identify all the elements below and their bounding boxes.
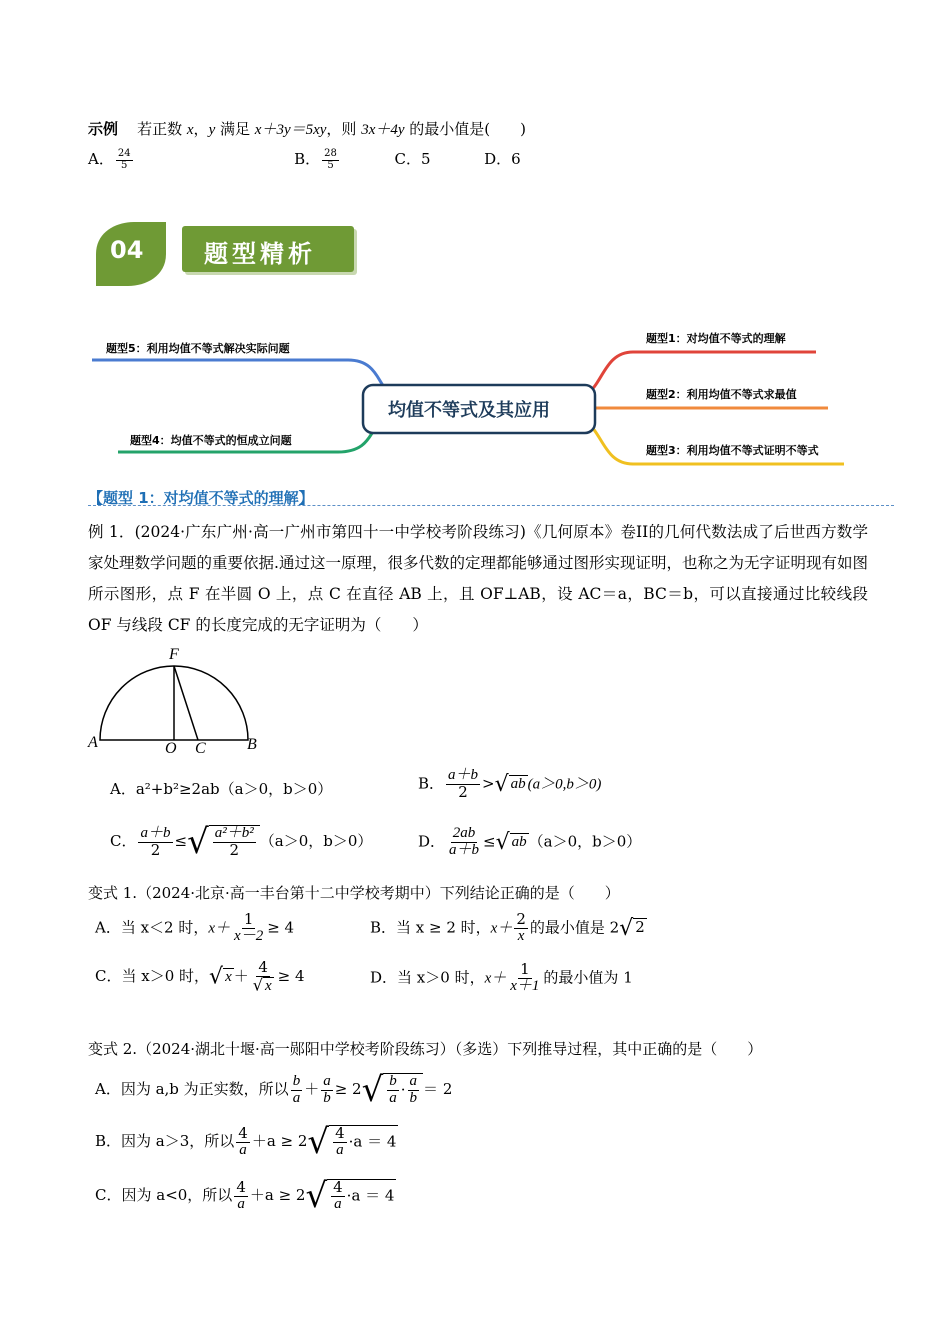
- mindmap-topic-2[interactable]: 题型2：利用均值不等式求最值: [646, 388, 797, 401]
- denominator: 2: [150, 840, 161, 859]
- mindmap-topic-4[interactable]: 题型4：均值不等式的恒成立问题: [130, 434, 292, 447]
- radical-icon: √: [209, 964, 224, 990]
- variant-1-question: 变式 1.（2024·北京·高一丰台第十二中学校考期中）下列结论正确的是（ ）: [88, 884, 620, 902]
- ex1-option-d[interactable]: [418, 826, 641, 859]
- fraction: [234, 1177, 248, 1213]
- expr-part: 的最小值为 1: [543, 968, 633, 987]
- fraction: [408, 1074, 420, 1107]
- fraction: [447, 826, 481, 859]
- option-a[interactable]: [88, 148, 135, 171]
- fraction: [446, 768, 480, 801]
- plus-sign: ＋: [233, 967, 249, 986]
- point-A-label: A: [88, 734, 98, 751]
- ex1-option-a[interactable]: A．a²+b²≥2ab（a＞0，b＞0）: [110, 780, 333, 798]
- condition: x＋3y＝5xy: [254, 122, 327, 138]
- denominator: a: [334, 1195, 342, 1212]
- example-text: 满足: [215, 120, 255, 138]
- denominator: x: [517, 927, 525, 944]
- expr-part: ＋a ≥ 2: [249, 1186, 306, 1204]
- option-b[interactable]: [294, 148, 341, 171]
- expr-part: ≥ 4: [267, 918, 295, 937]
- radical-icon: √: [361, 1070, 384, 1110]
- var1-option-d[interactable]: [370, 962, 633, 995]
- example-1-question: 例 1．(2024·广东广州·高一广州市第四十一中学校考阶段练习)《几何原本》卷II的几何代数法成了后世西方数学家处理数学问题的重要依据.通过这一原理，很多代数的定理都能够通过图形实现证明，也称之为无字证明现有如图所示图形，点 F 在半圆 O 上，点 C 在直径 AB 上，且 OF⊥AB，设 AC＝a，BC＝b，可以直接通过比较线段 OF 与线段 CF 的长度完成的无字证明为（ ）: [88, 523, 868, 634]
- radicand: ab: [511, 834, 527, 851]
- numerator: 2: [516, 910, 526, 928]
- expr-part: ≥ 4: [277, 967, 305, 986]
- example-label: 示例: [88, 120, 119, 138]
- mindmap-topic-5[interactable]: 题型5：利用均值不等式解决实际问题: [106, 342, 290, 355]
- le-sign: ≤: [483, 832, 496, 851]
- numerator: 4: [236, 1177, 246, 1196]
- denominator: a: [237, 1195, 245, 1212]
- option-label: D．: [418, 832, 446, 851]
- option-a-label: A．: [88, 150, 114, 168]
- point-O-label: O: [165, 740, 177, 757]
- fraction: [387, 1074, 399, 1107]
- denominator: a＋b: [449, 841, 480, 858]
- radicand: 2: [635, 918, 645, 937]
- plus-sign: ＋: [304, 1080, 320, 1098]
- numerator: 28: [324, 148, 337, 159]
- numerator: 4: [335, 1123, 345, 1142]
- fraction: [291, 1074, 303, 1107]
- condition: (a＞0,b＞0): [527, 776, 602, 793]
- mindmap-topic-3[interactable]: 题型3：利用均值不等式证明不等式: [646, 444, 819, 457]
- numerator: 1: [243, 910, 254, 928]
- fraction: [514, 912, 528, 945]
- fraction: [138, 826, 172, 859]
- option-text: A．因为 a,b 为正实数，所以: [95, 1080, 289, 1098]
- variant-2-question: 变式 2.（2024·湖北十堰·高一郧阳中学校考阶段练习）（多选）下列推导过程，其中正确的是（ ）: [88, 1040, 763, 1058]
- numerator: 2ab: [452, 825, 476, 841]
- denominator: a: [239, 1141, 247, 1158]
- denominator: a: [292, 1089, 301, 1106]
- expr-part: ≥ 2: [334, 1080, 362, 1098]
- denominator: b: [323, 1089, 331, 1106]
- gt-sign: >: [482, 774, 495, 793]
- ex1-option-c[interactable]: [110, 822, 372, 862]
- numerator: b: [292, 1072, 301, 1089]
- radicand: [327, 1179, 396, 1213]
- expr-part: x＋: [490, 920, 513, 937]
- denominator: a: [336, 1141, 344, 1158]
- option-b-label: B．: [294, 150, 321, 168]
- comma: ，: [193, 120, 209, 138]
- branch-5-line: [92, 360, 388, 390]
- numerator: b: [389, 1072, 397, 1089]
- dot-sign: ·: [400, 1080, 406, 1098]
- var-x: x: [186, 122, 194, 138]
- option-text: B．因为 a＞3，所以: [95, 1132, 235, 1150]
- denominator: 2: [458, 782, 468, 801]
- numerator: 4: [333, 1177, 343, 1196]
- point-C-label: C: [195, 740, 206, 757]
- radical-icon: √: [187, 822, 209, 862]
- radical-icon: √: [252, 975, 263, 995]
- denominator: a: [389, 1089, 397, 1106]
- example-text: 若正数: [137, 120, 187, 138]
- topic-heading-1: 【题型 1：对均值不等式的理解】: [88, 489, 314, 507]
- var2-option-a[interactable]: [95, 1070, 452, 1110]
- radical-icon: √: [494, 771, 509, 797]
- var1-option-b[interactable]: [370, 912, 647, 945]
- radicand: [209, 825, 260, 859]
- le-sign: ≤: [174, 832, 188, 850]
- radicand: x: [225, 969, 232, 986]
- ex1-option-b[interactable]: [418, 768, 601, 801]
- section-title-box: [182, 226, 354, 272]
- expr-part: x＋: [484, 970, 507, 987]
- denominator: [251, 977, 276, 995]
- numerator: a＋b: [140, 824, 171, 841]
- radicand: ab: [510, 776, 526, 793]
- example-options: [88, 148, 521, 171]
- section-number-badge: [90, 218, 170, 290]
- var2-option-b[interactable]: [95, 1122, 398, 1162]
- section-number: 04: [110, 236, 144, 264]
- numerator: 4: [238, 1123, 248, 1142]
- fraction: [322, 149, 339, 171]
- expr-part: ＝ 2: [423, 1080, 453, 1098]
- denominator: x－2: [234, 927, 264, 944]
- var1-option-a[interactable]: [95, 912, 294, 945]
- var-y: y: [208, 122, 216, 138]
- var1-option-c[interactable]: [95, 960, 305, 994]
- expr-part: 的最小值是 2: [529, 918, 620, 937]
- fraction: [333, 1123, 347, 1159]
- fraction: [116, 149, 133, 171]
- point-B-label: B: [247, 736, 257, 753]
- option-label: C．: [110, 832, 137, 850]
- denominator: 5: [327, 159, 334, 171]
- denominator: b: [409, 1089, 418, 1106]
- option-d[interactable]: D．6: [484, 150, 521, 168]
- segment-CF: [174, 666, 198, 740]
- numerator: 1: [520, 960, 530, 978]
- mindmap-center-label: 均值不等式及其应用: [388, 400, 550, 421]
- option-c[interactable]: C．5: [394, 150, 431, 168]
- numerator: a＋b: [448, 767, 479, 783]
- fraction: [232, 912, 265, 945]
- numerator: a: [323, 1072, 331, 1089]
- expr-part: x＋: [208, 920, 231, 937]
- denominator: x＋1: [510, 977, 540, 994]
- numerator: a²＋b²: [214, 824, 254, 841]
- radicand: [329, 1125, 398, 1159]
- option-text: A．当 x＜2 时，: [95, 918, 209, 937]
- section-title: 题型精析: [204, 240, 316, 268]
- expression: 3x＋4y: [361, 122, 405, 138]
- numerator: 4: [258, 958, 268, 976]
- denominator: 2: [229, 840, 240, 859]
- example-question: [88, 118, 526, 139]
- fraction: [251, 960, 276, 994]
- radical-icon: √: [619, 915, 634, 941]
- option-text: C．当 x＞0 时，: [95, 967, 210, 986]
- radical-icon: √: [307, 1122, 330, 1162]
- option-label: B．: [418, 774, 445, 793]
- condition: （a＞0，b＞0）: [259, 832, 373, 850]
- fraction: [236, 1123, 250, 1159]
- fraction: [508, 962, 541, 995]
- heading-divider: [88, 505, 894, 506]
- radical-icon: √: [305, 1176, 328, 1216]
- numerator: 24: [117, 148, 131, 159]
- expr-part: ＋a ≥ 2: [251, 1132, 308, 1150]
- fraction: [213, 826, 256, 859]
- fraction: [321, 1074, 333, 1107]
- radical-icon: √: [495, 829, 510, 855]
- condition: （a＞0，b＞0）: [528, 832, 642, 851]
- radicand: [383, 1073, 423, 1107]
- example-text: 的最小值是( ): [404, 120, 527, 138]
- option-text: B．当 x ≥ 2 时，: [370, 918, 491, 937]
- mindmap-topic-1[interactable]: 题型1：对均值不等式的理解: [646, 332, 786, 345]
- option-text: C．因为 a<0，所以: [95, 1186, 233, 1204]
- denominator: 5: [121, 159, 128, 171]
- radicand: x: [264, 977, 272, 994]
- expr-part: ·a ＝ 4: [346, 1186, 395, 1204]
- var2-option-c[interactable]: [95, 1176, 396, 1216]
- point-F-label: F: [169, 646, 179, 663]
- numerator: a: [409, 1072, 418, 1089]
- fraction: [331, 1177, 345, 1213]
- example-text: ，则: [326, 120, 362, 138]
- expr-part: ·a ＝ 4: [348, 1132, 397, 1150]
- option-text: D．当 x＞0 时，: [370, 968, 485, 987]
